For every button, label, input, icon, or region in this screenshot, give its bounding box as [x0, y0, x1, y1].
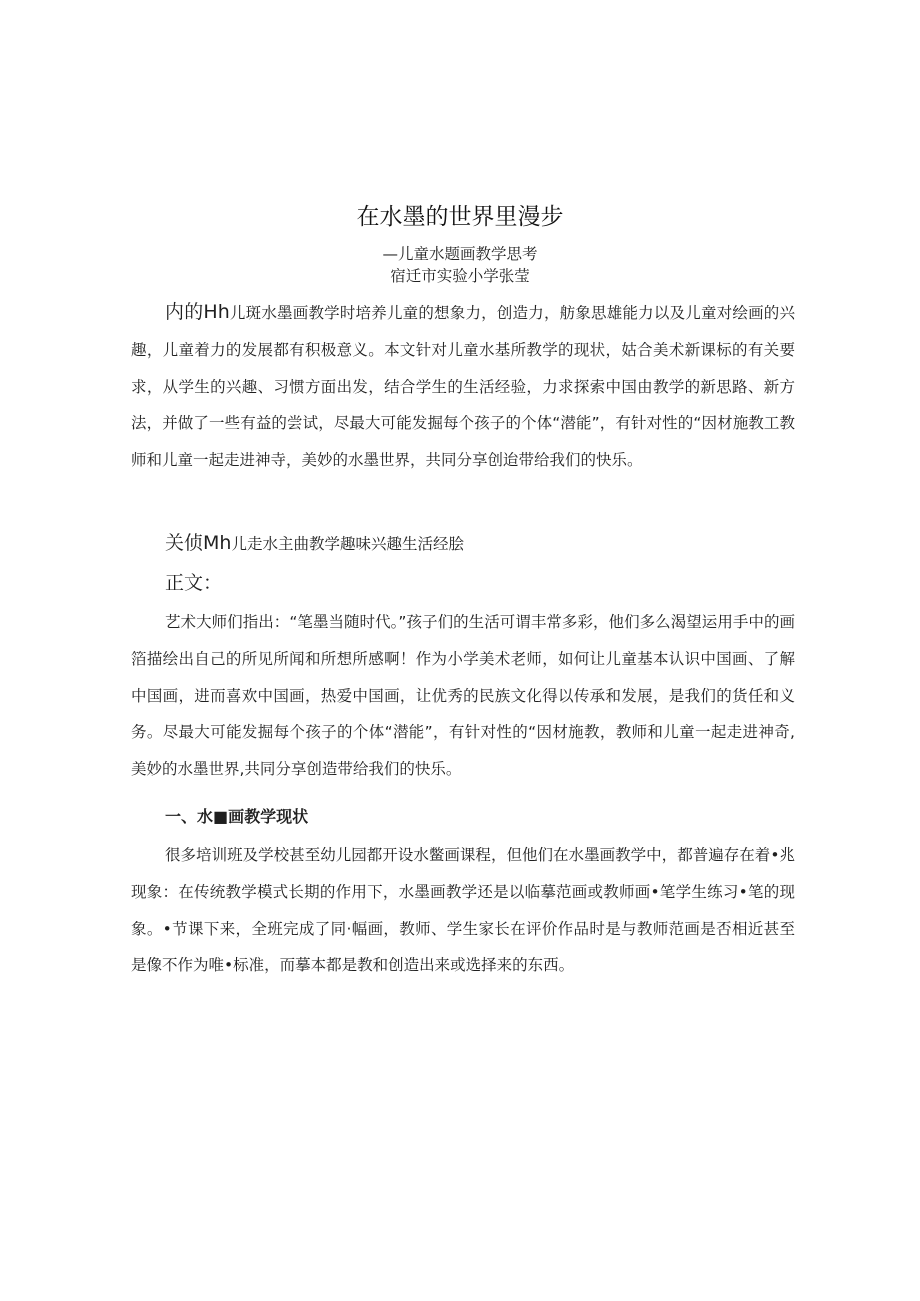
main-text-label-line [131, 565, 795, 602]
abstract-text: 儿斑水墨画教学时培养儿童的想象力，创造力，舫象思雄能力以及儿童对绘画的兴趣，儿童着力的发展都有积极意义。本文针对儿童水基所教学的现状，姑合美术新课标的有关要求，从学生的兴趣、习惯方面出发，结合学生的生活经验，力求探索中国由教学的新思路、新方法，并做了一些有益的尝试，尽最大可能发掘每个孩子的个体“潜能”，有针对性的“因材施教工教师和儿童一起走进神寺，美妙的水墨世界，共同分享创迨带给我们的快乐。 [131, 304, 795, 470]
keywords-label: 关侦Mh [165, 532, 232, 554]
abstract-section [131, 294, 795, 479]
document-author: 宿迁市实验小学张莹 [390, 267, 530, 285]
section-body [131, 837, 795, 984]
keywords-text: 儿走水主曲教学趣味兴趣生活经脍 [231, 535, 464, 553]
abstract-paragraph [131, 294, 795, 479]
keywords-line [131, 525, 795, 562]
body-section [131, 604, 795, 788]
keywords-section [131, 525, 795, 562]
document-subtitle: —儿童水题画教学思考 [382, 245, 538, 263]
main-text-label: 正文： [165, 572, 223, 594]
main-text-label-section [131, 565, 795, 602]
document-title: 在水墨的世界里漫步 [356, 204, 564, 230]
section-heading-block [131, 799, 795, 835]
body-paragraph: 艺术大师们指出：“笔墨当随时代。”孩子们的生活可谓丰常多彩，他们多么渴望运用手中的画箔描绘出自己的所见所闻和所想所感啊！作为小学美术老师，如何让儿童基本认识中国画、了解中国画，进而喜欢中国画，热爱中国画，让优秀的民族文化得以传承和发展，是我们的货任和义务。尽最大可能发掘每个孩子的个体“潜能”，有针对性的“因材施教，教师和儿童一起走进神奇,美妙的水墨世界,共同分享创造带给我们的快乐。 [131, 613, 795, 779]
section-heading: 一、水■画教学现状 [165, 807, 309, 826]
section-paragraph: 很多培训班及学校甚至幼儿园都开设水鳖画课程，但他们在水墨画教学中，都普遍存在着•兆现象：在传统教学模式长期的作用下，水墨画教学还是以临摹范画或教师画•笔学生练习•笔的现象。•节课下来，全班完成了同·幅画，教师、学生家长在评价作品时是与教师范画是否相近甚至是像不作为唯•标准，而摹本都是教和创造出来或选择来的东西。 [131, 846, 795, 975]
abstract-label: 内的Hh [165, 301, 230, 323]
